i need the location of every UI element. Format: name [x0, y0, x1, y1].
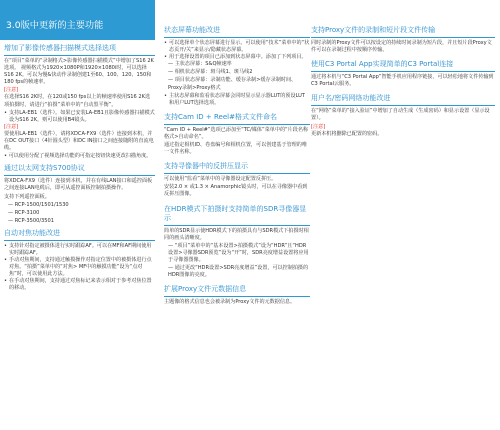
section-rule — [4, 175, 155, 176]
list-item: — 主状态屏幕：S&Q帧速率 — [168, 61, 232, 68]
section-body: 安装2.0 × 或1.3 × Anamorphic镜头时，可以在寻像器中看到反拼压图像。 — [164, 184, 308, 198]
note-block — [4, 87, 155, 108]
note-text: 要使用LA-EB1（选件），请将XDCA-FX9（选件）连接到本机，并在DC OUT接口（4针圆头型）和DC IN接口之间连接随附的直流电缆。 — [4, 130, 154, 152]
list-item: — 通过更改“HDR设置>SDR亮度增益”设置，可以控制拍摄的HDR图像的亮度。 — [168, 264, 309, 279]
section-rule — [311, 37, 495, 38]
list-item: • 可以选择单个状态屏幕进行显示。可以使用“技术”菜单中的“状态页开/关”来显示/隐藏状态屏幕。 — [169, 40, 310, 54]
section-rule — [311, 105, 495, 106]
list-item: — “项目”菜单中的“基本设置>拍摄模式”设为“HDR”且“HDR设置>寻像器SDR预览”设为“开”时，SDR亮度增益设置将应用于寻像器图像。 — [168, 242, 309, 263]
section-body: 可以使用“监看”菜单中的寻像器设定配置反拼压。 — [164, 176, 277, 183]
section-body: 在“项目”菜单的“录制格式>影像传感器扫描模式”中增加了S16 2K选项。 视频格式为1920×1080P和1920×1080i时，可以选择S16 2K。可以为慢&快动作录制创建1至60、100、120、150和180 fps的帧速率。 — [4, 58, 154, 86]
list-item: • 主状态屏幕和监看状态屏幕会同时显示显示器LUT的预设LUT和用户LUT选择选项。 — [169, 93, 310, 107]
section-rule — [4, 55, 155, 56]
section-title-desqueeze: 支持寻像器中的反拼压显示 — [164, 162, 248, 171]
note-tag: [注意] — [4, 87, 19, 94]
section-body: 通过指定相机ID、卷盘编号和相机位置，可以创建基于管理的唯一文件名称。 — [164, 142, 307, 156]
list-item: • 支持针对指定被摄体进行实时跟踪AF。可以在MF和AF期间使用实时跟踪AF。 — [9, 243, 155, 257]
section-body: 将XDCA-FX9（选件）连接到本机，并在有线LAN接口和遥控面板之间连接LAN电缆后，即可从遥控面板控制拍摄操作。 — [4, 178, 153, 192]
section-body: • 可以使用分配了视频选择功能的可指定按钮快速更改扫描角度。 — [4, 153, 152, 160]
section-title-s700: 通过以太网支持S700协议 — [4, 164, 85, 173]
section-title-proxy-transfer: 支持Proxy文件的录制和短片段文件传输 — [311, 26, 436, 34]
section-rule — [164, 173, 310, 174]
section-body: 同时录制的Proxy文件可以按设定的持续时间录制为短片段，并且短片段Proxy文件可以在录制过程中按顺序传输。 — [311, 40, 492, 54]
section-title-file-naming: 支持Cam ID + Reel#格式文件命名 — [164, 112, 277, 121]
note-tag: [注意] — [4, 123, 19, 130]
section-rule — [164, 296, 310, 297]
section-title-hdr-sdr: 在HDR模式下拍摄时支持简单的SDR寻像器显示 — [164, 204, 307, 222]
section-title-scan-mode: 增加了影像传感器扫描模式选择选项 — [4, 44, 116, 52]
list-item: • 支持LA-EB1（选件）。如果已安装LA-EB1且影像传感器扫描模式设为S16 2K，则可以使用B4镜头。 — [9, 110, 155, 124]
bullet-list — [4, 243, 155, 293]
bullet-list — [164, 93, 310, 107]
section-rule — [311, 71, 495, 72]
page-title: 3.0版中更新的主要功能 — [0, 0, 155, 40]
section-title-c3-portal: 使用C3 Portal App实现简单的C3 Portal连接 — [311, 60, 454, 69]
bullet-list — [164, 40, 310, 61]
column-middle — [164, 0, 310, 307]
list-item: — RCP-3100 — [8, 209, 40, 216]
section-rule — [164, 225, 310, 226]
list-item: • 手动对焦期间，支持通过触摸操作对指定位置中的被摄体进行点对焦。“拍摄”菜单中的“对焦> MF中的触摸功能”设为“点对焦”时，可以使用此方法。 — [9, 257, 155, 278]
section-title-autofocus: 自动对焦功能改进 — [4, 228, 60, 237]
section-body: 主题像的格式信息也会被录制为Proxy文件的元数据信息。 — [164, 299, 296, 306]
column-right — [311, 0, 495, 139]
column-left — [4, 0, 155, 293]
section-body: 通过将本机与“C3 Portal App”智能手机应用程序链接，可以轻松地将文件传输到C3 Portal云服务。 — [311, 74, 494, 88]
section-body: 简单的SDR显示使HDR模式下的拍摄具有与SDR模式下拍摄时相同的画头清晰度。 — [164, 227, 309, 241]
section-body: “Cam ID + Reel#”选项已添加至“TC/媒体”菜单中的“片段名称格式>自动命名”。 — [164, 126, 309, 140]
note-tag: [注意] — [311, 123, 326, 130]
section-title-network-auth: 用户名/密码网络功能改进 — [311, 94, 391, 103]
section-title-status-screen: 状态屏幕功能改进 — [164, 26, 220, 34]
list-item: • 在手动对焦期间，支持通过对焦标记来表示相对于参考对焦位置的移动。 — [9, 278, 155, 292]
section-rule — [164, 37, 310, 38]
section-rule — [164, 124, 310, 125]
list-item: — RCP-1500/1501/1530 — [8, 201, 69, 208]
list-item: — 相机状态屏幕：斑马线1、斑马线2 — [168, 69, 253, 76]
bullet-list — [4, 110, 155, 124]
list-item: — RCP-3500/3501 — [8, 217, 54, 224]
note-text: 在选择S16 2K时，在120或150 fps以上的帧速率使用S16 2K选项拍摄时，请进行“拍摄”菜单中的“自动黑平衡”。 — [4, 94, 151, 108]
section-title-proxy-metadata: 扩展Proxy文件元数据信息 — [164, 285, 247, 294]
list-item: — 项目状态屏幕：录制功能、缓存录制>缓存录制时间、Proxy录制>Proxy格式 — [168, 77, 297, 91]
list-item: • 用于选择设置的项目已添加到状态屏幕中。添加了下列项目。 — [169, 54, 310, 61]
note-text: 更新本机将删除已配置的密码。 — [311, 130, 383, 137]
section-body: 在“网络”菜单的“接入验证”中增加了自动生成（生成密码）和显示设置（显示设置）。 — [311, 108, 490, 122]
note-block — [311, 124, 495, 138]
section-rule — [4, 240, 155, 241]
note-block — [4, 124, 155, 152]
section-body: 支持下列遥控面板。 — [4, 193, 50, 200]
